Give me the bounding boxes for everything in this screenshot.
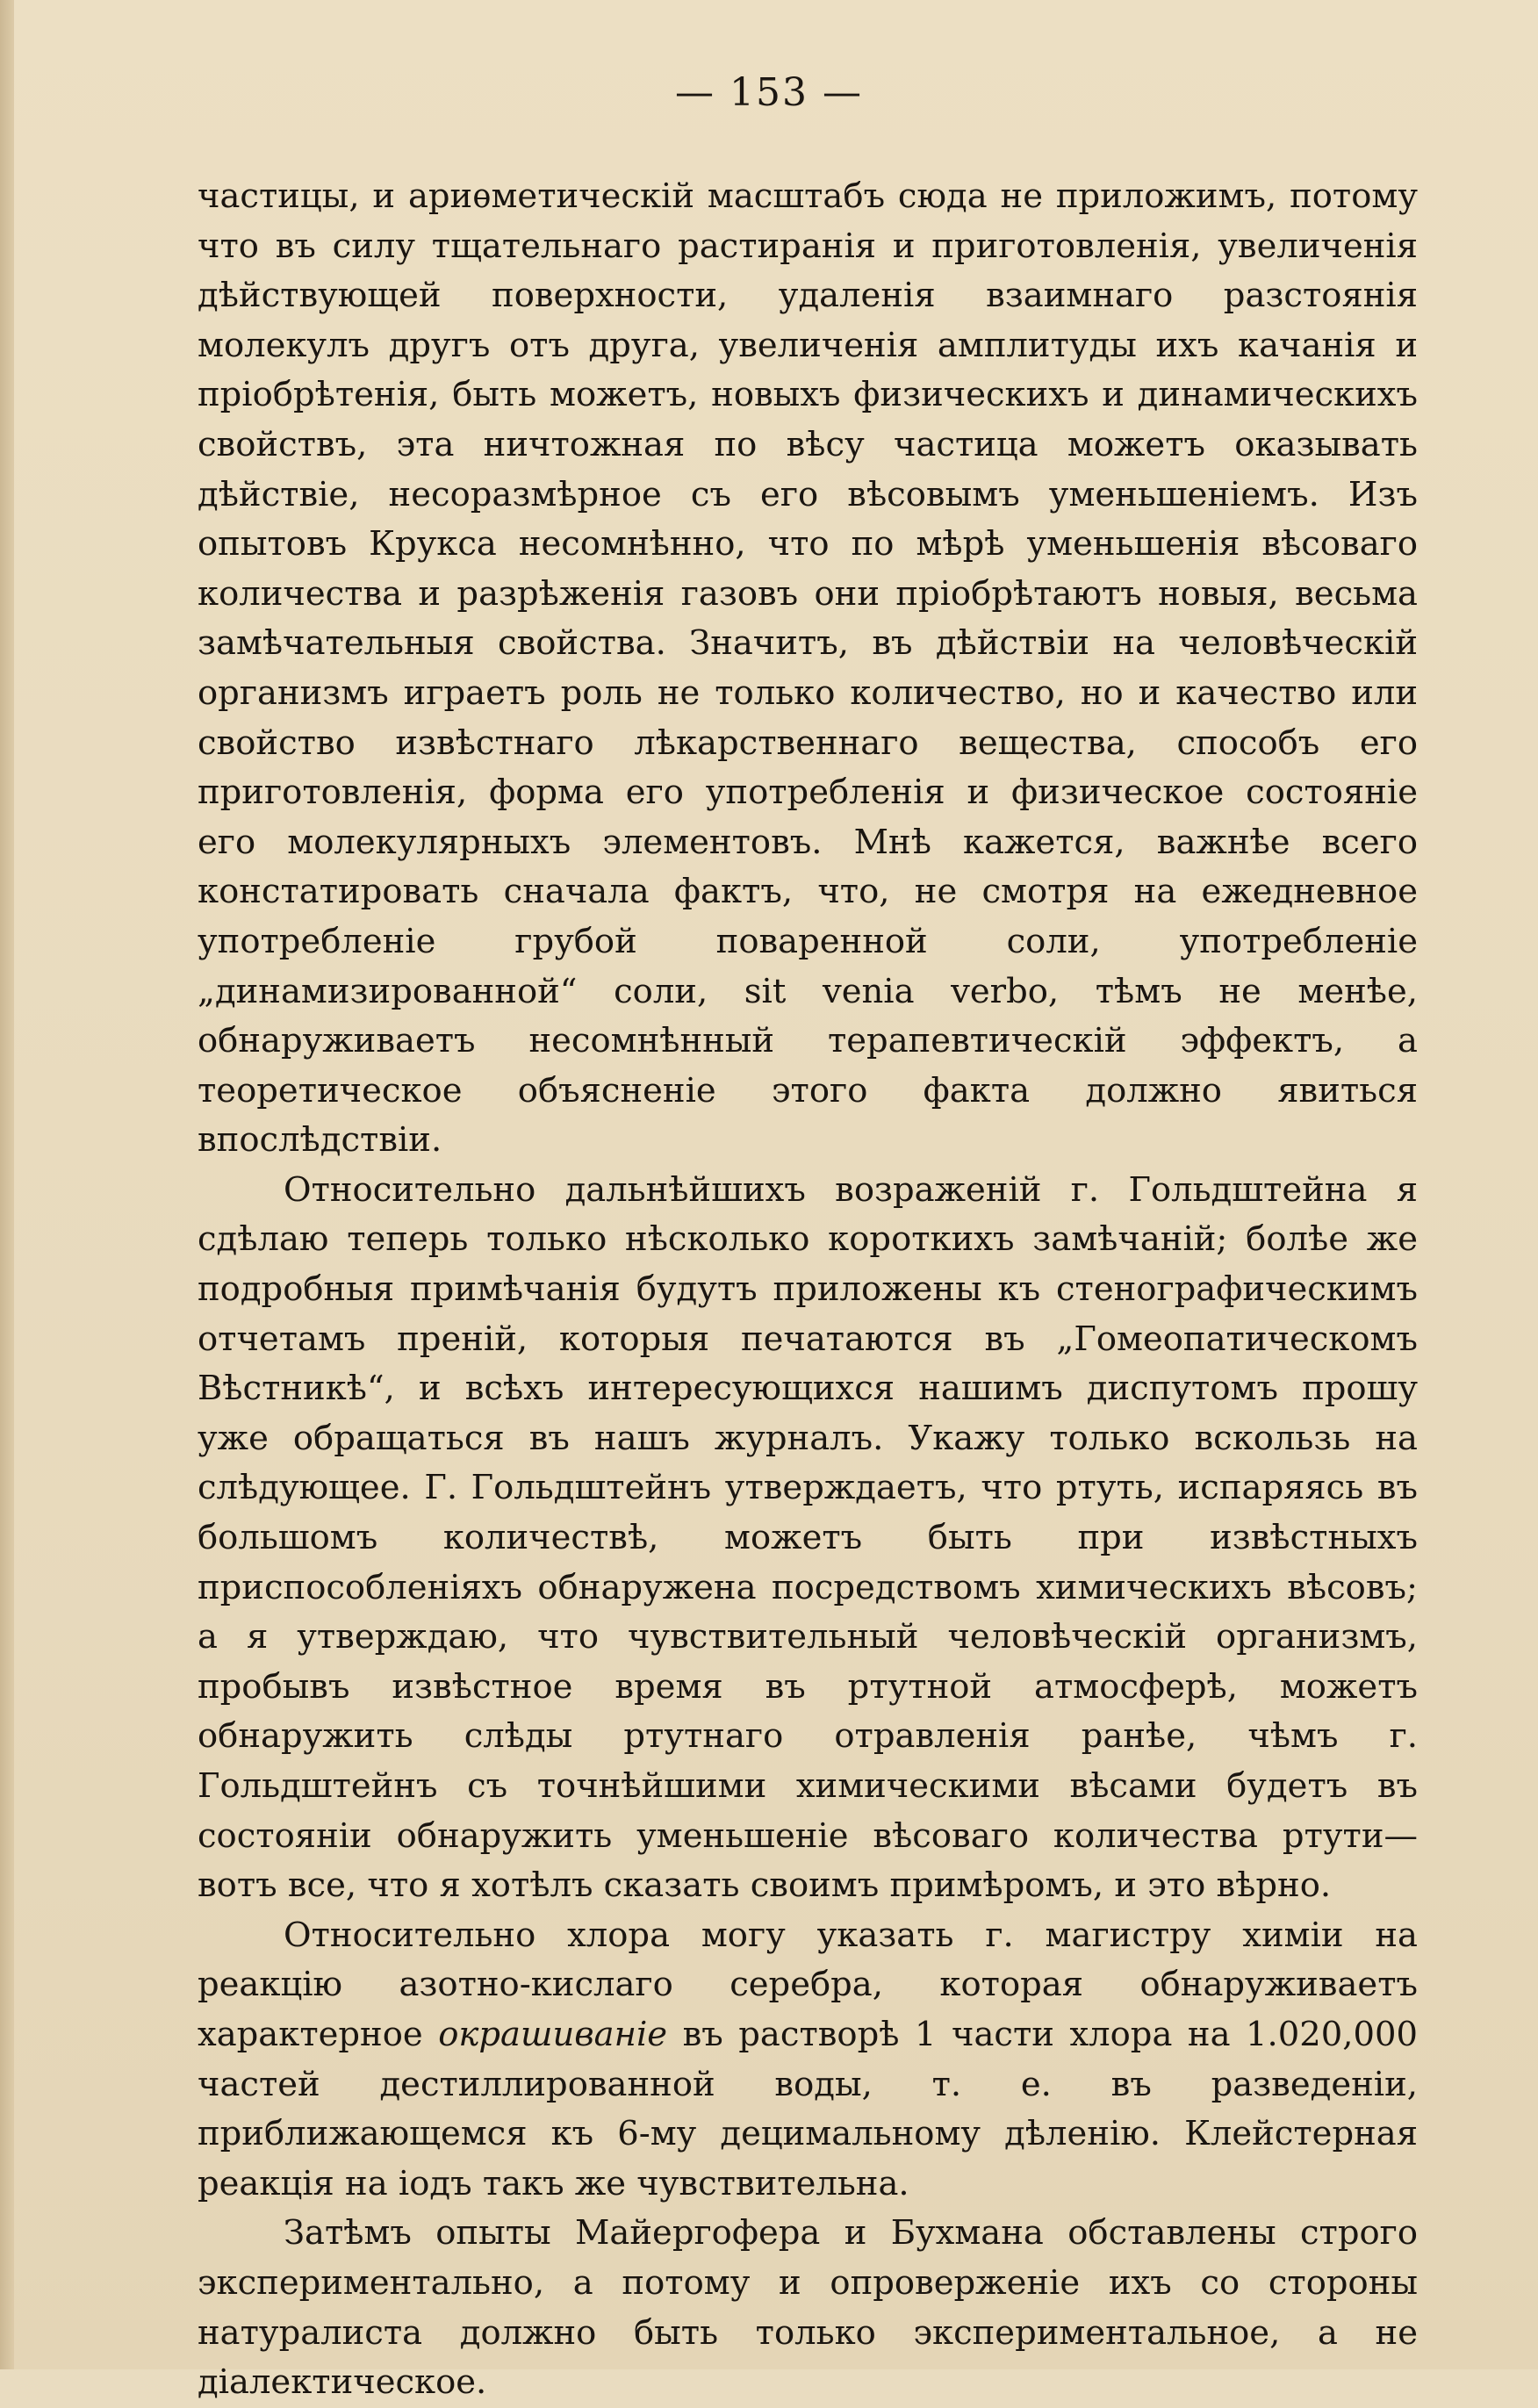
paragraph-2: Относительно дальнѣйшихъ возраженій г. Гольдштейна я сдѣлаю теперь только нѣсколько короткихъ замѣчаній; болѣе же подробныя примѣчанія будутъ приложены къ стенографическимъ отчетамъ преній, которыя печатаются въ „Гомеопатическомъ Вѣстникѣ“, и всѣхъ интересующихся нашимъ диспутомъ прошу уже обращаться въ нашъ журналъ. Укажу только вскользь на слѣдующее. Г. Гольдштейнъ утверждаетъ, что ртуть, испаряясь въ большомъ количествѣ, можетъ быть при извѣстныхъ приспособленіяхъ обнаружена посредствомъ химическихъ вѣсовъ; а я утверждаю, что чувствительный человѣческій организмъ, пробывъ извѣстное время въ ртутной атмосферѣ, можетъ обнаружить слѣды ртутнаго отравленія ранѣе, чѣмъ г. Гольдштейнъ съ точнѣйшими химическими вѣсами будетъ въ состояніи обнаружить уменьшеніе вѣсоваго количества ртути—вотъ все, что я хотѣлъ сказать своимъ примѣромъ, и это вѣрно.: [198, 1169, 1418, 1906]
page-spine-shadow: [0, 0, 14, 2369]
paragraph-3: [198, 1911, 1418, 2210]
paragraph-3-emphasis: окрашиваніе: [438, 2014, 668, 2054]
paragraph-3-text-after: въ растворѣ 1 части хлора на 1.020,000 частей дестиллированной воды, т. е. въ разведеніи, приближающемся къ 6-му децимальному дѣленію. Клейстерная реакція на іодъ такъ же чувствительна.: [198, 2014, 1418, 2203]
page-number: — 153 —: [675, 70, 863, 115]
paragraph-3-text-before: Относительно хлора могу указать г. магистру химіи на реакцію азотно-кислаго серебра, которая обнаруживаетъ характерное: [198, 1915, 1418, 2054]
paragraph-4: Затѣмъ опыты Майергофера и Бухмана обставлены строго экспериментально, а потому и опроверженіе ихъ со стороны натуралиста должно быть только экспериментальное, а не діалектическое.: [198, 2213, 1418, 2403]
body-text: [198, 172, 1418, 2408]
paragraph-1: частицы, и ариѳметическій масштабъ сюда не приложимъ, потому что въ силу тщательнаго растиранія и приготовленія, увеличенія дѣйствующей поверхности, удаленія взаимнаго разстоянія молекулъ другъ отъ друга, увеличенія амплитуды ихъ качанія и пріобрѣтенія, быть можетъ, новыхъ физическихъ и динамическихъ свойствъ, эта ничтожная по вѣсу частица можетъ оказывать дѣйствіе, несоразмѣрное съ его вѣсовымъ уменьшеніемъ. Изъ опытовъ Крукса несомнѣнно, что по мѣрѣ уменьшенія вѣсоваго количества и разрѣженія газовъ они пріобрѣтаютъ новыя, весьма замѣчательныя свойства. Значитъ, въ дѣйствіи на человѣческій организмъ играетъ роль не только количество, но и качество или свойство извѣстнаго лѣкарственнаго вещества, способъ его приготовленія, форма его употребленія и физическое состояніе его молекулярныхъ элементовъ. Мнѣ кажется, важнѣе всего констатировать сначала фактъ, что, не смотря на ежедневное употребленіе грубой поваренной соли, употребленіе „динамизированной“ соли, sit venia verbo, тѣмъ не менѣе, обнаруживаетъ несомнѣнный терапевтическій эффектъ, а теоретическое объясненіе этого факта должно явиться впослѣдствіи.: [198, 176, 1418, 1161]
